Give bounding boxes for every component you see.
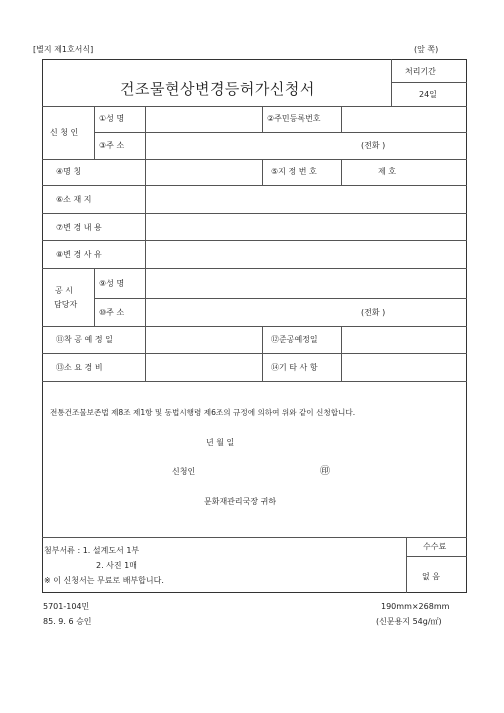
application-date[interactable]: 년 월 일 (206, 438, 235, 447)
attachments-line-2: 2. 사진 1매 (96, 561, 137, 570)
processing-period-value: 24일 (419, 90, 437, 99)
free-distribution-note: ※ 이 신청서는 무료로 배부합니다. (44, 576, 164, 585)
form-title: 건조물현상변경등허가신청서 (120, 80, 315, 98)
contractor-name-field[interactable] (146, 269, 466, 297)
contractor-phone-label: (전화 ) (361, 308, 386, 317)
applicant-name-field[interactable] (146, 107, 261, 131)
building-name-field[interactable] (146, 160, 261, 184)
applicant-phone-label: (전화 ) (361, 141, 386, 150)
change-content-label: ⑦변 경 내 용 (56, 223, 102, 232)
form-number: [별지 제1호서식] (33, 45, 94, 54)
change-content-field[interactable] (146, 214, 466, 239)
change-reason-field[interactable] (146, 241, 466, 267)
designation-number-value[interactable]: 제 호 (378, 167, 396, 176)
fee-value: 없 음 (422, 572, 440, 581)
completion-date-label: ⑫준공예정일 (271, 335, 318, 344)
applicant-address-field[interactable] (146, 133, 466, 158)
application-statement: 전통건조물보존법 제8조 제1항 및 동법시행령 제6조의 규정에 의하여 위와 같이 신청합니다. (50, 408, 356, 417)
completion-date-field[interactable] (342, 327, 466, 352)
applicant-address-label: ③주 소 (99, 141, 125, 150)
paper-type: (신문용지 54g/㎡) (376, 617, 442, 626)
paper-size: 190mm×268mm (381, 602, 450, 611)
applicant-group-label: 신 청 인 (50, 128, 79, 137)
designation-number-label: ⑤지 정 번 호 (271, 167, 317, 176)
cost-field[interactable] (146, 354, 261, 380)
addressee: 문화재관리국장 귀하 (204, 497, 277, 506)
contractor-address-label: ⑩주 소 (99, 308, 125, 317)
processing-divider-h (391, 82, 467, 83)
form-code: 5701-104민 (43, 602, 90, 611)
contractor-address-field[interactable] (146, 299, 466, 325)
contractor-group-label-1: 공 시 (55, 286, 73, 295)
building-name-label: ④명 칭 (56, 167, 82, 176)
approval-date: 85. 9. 6 승인 (43, 617, 92, 626)
contractor-name-label: ⑨성 명 (99, 279, 125, 288)
fee-label: 수수료 (423, 542, 447, 551)
other-notes-label: ⑭기 타 사 항 (271, 363, 318, 372)
start-date-label: ⑪착 공 예 정 일 (56, 335, 113, 344)
processing-period-label: 처리기간 (405, 67, 436, 76)
start-date-field[interactable] (146, 327, 261, 352)
attachments-line-1: 첨부서류 : 1. 설계도서 1부 (44, 546, 140, 555)
applicant-name-label: ①성 명 (99, 114, 125, 123)
change-reason-label: ⑧변 경 사 유 (56, 250, 102, 259)
page-side-label: (앞 쪽) (414, 45, 439, 54)
location-label: ⑥소 재 지 (56, 195, 92, 204)
resident-number-field[interactable] (342, 107, 466, 131)
other-notes-field[interactable] (342, 354, 466, 380)
cost-label: ⑬소 요 경 비 (56, 363, 103, 372)
contractor-group-label-2: 담당자 (54, 300, 78, 309)
signer-label: 신청인 (172, 467, 196, 476)
seal-mark: ㊞ (320, 466, 330, 477)
resident-number-label: ②주민등록번호 (267, 114, 321, 123)
location-field[interactable] (146, 186, 466, 212)
